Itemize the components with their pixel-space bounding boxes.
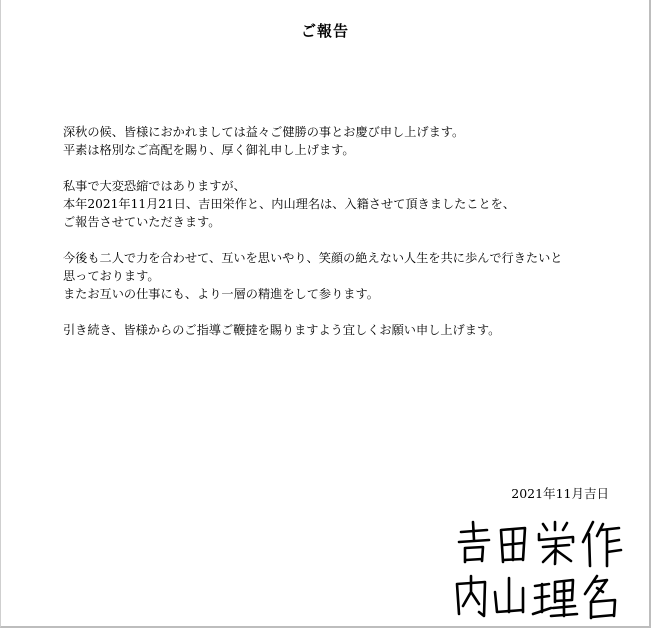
body-line: ご報告させていただきます。	[63, 215, 221, 229]
paragraph-2	[63, 177, 623, 231]
body-line: 本年2021年11月21日、吉田栄作と、内山理名は、入籍させて頂きましたことを、	[63, 197, 516, 211]
body-line: 思っております。	[63, 269, 160, 283]
body-line: 深秋の候、皆様におかれましては益々ご健勝の事とお慶び申し上げます。	[63, 125, 465, 139]
body-line: 今後も二人で力を合わせて、互いを思いやり、笑顔の絶えない人生を共に歩んで行きたいと	[63, 251, 563, 265]
body-line: 私事で大変恐縮ではありますが、	[63, 179, 246, 193]
paragraph-1	[63, 123, 623, 159]
document-body	[63, 123, 623, 339]
signature-yoshida	[459, 522, 621, 566]
body-line: またお互いの仕事にも、より一層の精進をして参ります。	[63, 287, 379, 301]
document-date: 2021年11月吉日	[511, 486, 609, 501]
body-line: 引き続き、皆様からのご指導ご鞭撻を賜りますよう宜しくお願い申し上げます。	[63, 323, 501, 337]
body-line: 平素は格別なご高配を賜り、厚く御礼申し上げます。	[63, 143, 355, 157]
signature-uchiyama	[457, 576, 615, 618]
paragraph-4	[63, 321, 623, 339]
handwritten-signatures	[451, 518, 631, 626]
document-title: ご報告	[300, 22, 349, 40]
paragraph-3	[63, 249, 623, 303]
